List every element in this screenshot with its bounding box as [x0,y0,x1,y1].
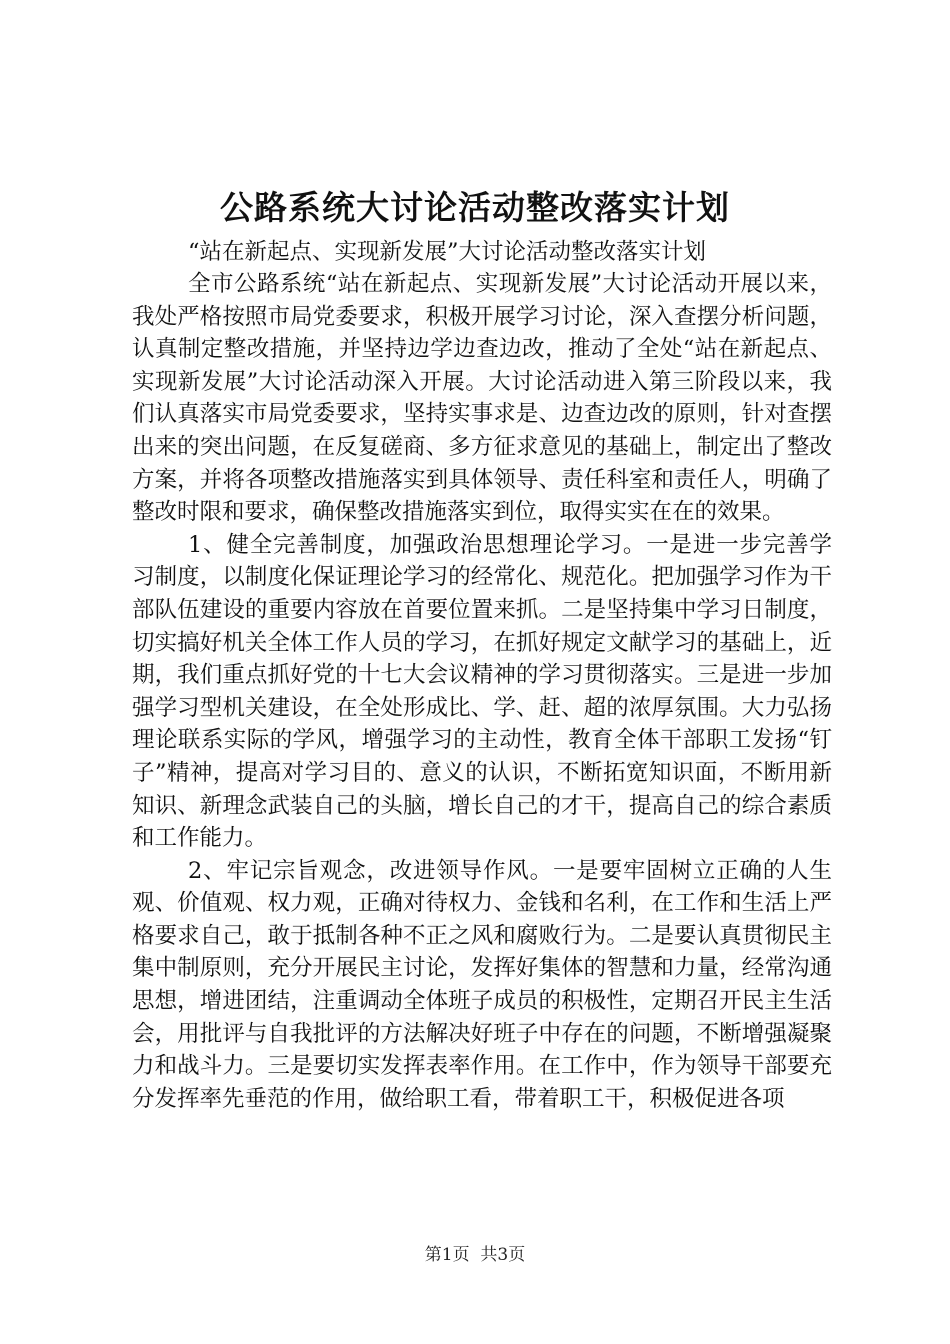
paragraph-item-1: 1、健全完善制度，加强政治思想理论学习。一是进一步完善学习制度，以制度化保证理论学习的经常化、规范化。把加强学习作为干部队伍建设的重要内容放在首要位置来抓。二是坚持集中学习日制度，切实搞好机关全体工作人员的学习，在抓好规定文献学习的基础上，近期，我们重点抓好党的十七大会议精神的学习贯彻落实。三是进一步加强学习型机关建设，在全处形成比、学、赶、超的浓厚氛围。大力弘扬理论联系实际的学风，增强学习的主动性，教育全体干部职工发扬“钉子”精神，提高对学习目的、意义的认识，不断拓宽知识面，不断用新知识、新理念武装自己的头脑，增长自己的才干，提高自己的综合素质和工作能力。 [132,531,832,852]
document-title: 公路系统大讨论活动整改落实计划 [220,188,730,227]
document-subtitle: “站在新起点、实现新发展”大讨论活动整改落实计划 [188,239,707,265]
document-body [132,236,832,1115]
page-footer [0,1243,950,1267]
paragraph-intro: 全市公路系统“站在新起点、实现新发展”大讨论活动开展以来，我处严格按照市局党委要求，积极开展学习讨论，深入查摆分析问题，认真制定整改措施，并坚持边学边查边改，推动了全处“站在新起点、实现新发展”大讨论活动深入开展。大讨论活动进入第三阶段以来，我们认真落实市局党委要求，坚持实事求是、边查边改的原则，针对查摆出来的突出问题，在反复磋商、多方征求意见的基础上，制定出了整改方案，并将各项整改措施落实到具体领导、责任科室和责任人，明确了整改时限和要求，确保整改措施落实到位，取得实实在在的效果。 [132,271,832,526]
paragraph-item-2: 2、牢记宗旨观念，改进领导作风。一是要牢固树立正确的人生观、价值观、权力观，正确对待权力、金钱和名利，在工作和生活上严格要求自己，敢于抵制各种不正之风和腐败行为。二是要认真贯彻民主集中制原则，充分开展民主讨论，发挥好集体的智慧和力量，经常沟通思想，增进团结，注重调动全体班子成员的积极性，定期召开民主生活会，用批评与自我批评的方法解决好班子中存在的问题，不断增强凝聚力和战斗力。三是要切实发挥表率作用。在工作中，作为领导干部要充分发挥率先垂范的作用，做给职工看，带着职工干，积极促进各项 [132,857,832,1112]
page-number: 第1页 共3页 [424,1245,526,1265]
